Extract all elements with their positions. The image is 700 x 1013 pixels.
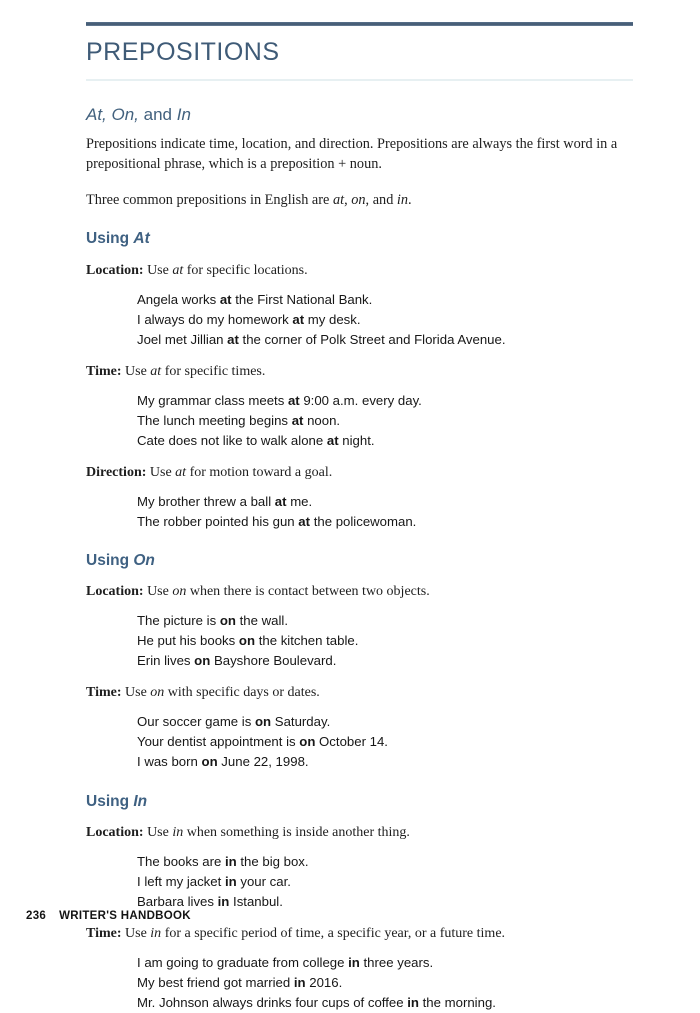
- rule-preposition: at: [150, 363, 162, 379]
- example-sentence: [137, 712, 634, 732]
- example-preposition: at: [292, 311, 305, 327]
- subtitle-part-in: In: [176, 104, 191, 124]
- examples-list: [86, 712, 634, 772]
- example-sentence: [137, 431, 634, 451]
- example-after: the First National Bank.: [231, 291, 373, 307]
- rule-text-after: for specific times.: [161, 363, 266, 379]
- rule-text-before: Use: [121, 363, 151, 379]
- rule-preposition: in: [150, 926, 162, 942]
- heading-word: At: [133, 230, 150, 248]
- example-after: my desk.: [304, 311, 361, 327]
- heading-prefix: Using: [86, 551, 134, 569]
- heading-prefix: Using: [86, 230, 134, 248]
- rule-text-before: Use: [143, 584, 173, 600]
- intro-p2-end: .: [408, 191, 412, 208]
- example-after: the corner of Polk Street and Florida Avenue.: [238, 331, 506, 347]
- example-before: I am going to graduate from college: [137, 955, 349, 971]
- example-before: The picture is: [137, 613, 220, 629]
- rule-text-before: Use: [121, 685, 151, 701]
- rule-label: Location:: [86, 584, 144, 600]
- examples-list: [86, 611, 634, 671]
- page-content: [86, 0, 634, 1013]
- examples-list: [86, 953, 634, 1013]
- intro-p2-sep2: , and: [365, 191, 397, 208]
- example-sentence: [137, 290, 634, 310]
- footer-page-number: 236: [26, 910, 47, 922]
- example-after: Saturday.: [271, 714, 331, 730]
- footer-book-title: WRITER'S HANDBOOK: [59, 910, 191, 922]
- examples-list: [86, 492, 634, 532]
- example-before: Mr. Johnson always drinks four cups of coffee: [137, 995, 408, 1011]
- example-preposition: at: [219, 291, 232, 307]
- example-after: the big box.: [236, 854, 309, 870]
- example-sentence: [137, 611, 634, 631]
- example-preposition: on: [238, 633, 256, 649]
- example-preposition: in: [224, 874, 237, 890]
- example-after: June 22, 1998.: [217, 754, 309, 770]
- example-sentence: [137, 651, 634, 671]
- example-after: 2016.: [305, 975, 343, 991]
- rule-text-before: Use: [143, 825, 173, 841]
- example-sentence: [137, 973, 634, 993]
- rule-preposition: at: [172, 262, 184, 278]
- rule-line-time: [86, 925, 634, 944]
- example-preposition: at: [274, 493, 287, 509]
- rule-text-before: Use: [146, 464, 176, 480]
- rule-text-after: with specific days or dates.: [164, 685, 320, 701]
- example-before: The lunch meeting begins: [137, 412, 292, 428]
- example-before: My best friend got married: [137, 975, 294, 991]
- heading-word: On: [133, 551, 155, 569]
- example-after: your car.: [236, 874, 291, 890]
- example-before: Barbara lives: [137, 894, 218, 910]
- rule-line-time: [86, 363, 634, 382]
- intro-p2-prefix: Three common prepositions in English are: [86, 191, 333, 208]
- example-after: the morning.: [418, 995, 496, 1011]
- subtitle-part-and: and: [138, 104, 177, 124]
- rule-text-after: for motion toward a goal.: [186, 464, 333, 480]
- example-sentence: [137, 411, 634, 431]
- section-heading-using-in: [86, 793, 634, 812]
- example-preposition: in: [348, 955, 360, 971]
- rule-text-after: for a specific period of time, a specific year, or a future time.: [161, 926, 506, 942]
- rule-line-time: [86, 684, 634, 703]
- intro-paragraph-2: [86, 190, 634, 210]
- example-preposition: at: [291, 412, 304, 428]
- example-after: Bayshore Boulevard.: [210, 653, 337, 669]
- example-before: He put his books: [137, 633, 239, 649]
- rule-label: Time:: [86, 685, 122, 701]
- rule-text-before: Use: [143, 262, 173, 278]
- rule-text-after: for specific locations.: [183, 262, 308, 278]
- rule-label: Time:: [86, 363, 122, 379]
- example-sentence: [137, 330, 634, 350]
- example-before: The robber pointed his gun: [137, 513, 299, 529]
- subtitle-part-at-on: At, On,: [86, 104, 139, 124]
- example-after: October 14.: [315, 734, 388, 750]
- example-sentence: [137, 752, 634, 772]
- examples-list: [86, 290, 634, 350]
- rule-label: Location:: [86, 262, 144, 278]
- example-sentence: [137, 872, 634, 892]
- example-preposition: on: [219, 613, 236, 629]
- example-sentence: [137, 852, 634, 872]
- example-before: Cate does not like to walk alone: [137, 432, 327, 448]
- example-after: three years.: [359, 955, 434, 971]
- section-heading-using-at: [86, 230, 634, 249]
- rule-label: Time:: [86, 926, 122, 942]
- intro-p2-in: in: [396, 191, 409, 208]
- rule-text-before: Use: [121, 926, 151, 942]
- rule-preposition: at: [175, 464, 187, 480]
- page-title: PREPOSITIONS: [86, 38, 280, 66]
- example-after: me.: [286, 493, 313, 509]
- example-before: Joel met Jillian: [137, 331, 228, 347]
- rule-text-after: when something is inside another thing.: [183, 825, 410, 841]
- example-preposition: on: [255, 714, 272, 730]
- intro-p2-on: on: [351, 191, 366, 208]
- section-heading-using-on: [86, 552, 634, 571]
- rule-preposition: on: [172, 584, 187, 600]
- example-preposition: in: [293, 975, 306, 991]
- example-preposition: on: [194, 653, 211, 669]
- example-preposition: at: [287, 392, 300, 408]
- example-sentence: [137, 892, 634, 912]
- example-sentence: [137, 993, 634, 1013]
- section-subtitle: [86, 105, 634, 125]
- example-after: the policewoman.: [310, 513, 417, 529]
- rule-line-direction: [86, 464, 634, 483]
- example-before: The books are: [137, 854, 225, 870]
- rule-line-location: [86, 262, 634, 281]
- example-after: noon.: [303, 412, 341, 428]
- rule-label: Location:: [86, 825, 144, 841]
- example-sentence: [137, 631, 634, 651]
- example-after: 9:00 a.m. every day.: [299, 392, 422, 408]
- example-preposition: at: [227, 331, 239, 347]
- rule-preposition: on: [150, 685, 165, 701]
- examples-list: [86, 391, 634, 451]
- example-preposition: in: [217, 894, 230, 910]
- examples-list: [86, 852, 634, 912]
- example-before: Your dentist appointment is: [137, 734, 300, 750]
- page-footer: [26, 910, 191, 922]
- intro-p2-sep1: ,: [344, 191, 352, 208]
- example-after: Istanbul.: [229, 894, 283, 910]
- example-sentence: [137, 391, 634, 411]
- example-preposition: on: [299, 734, 316, 750]
- example-before: I always do my homework: [137, 311, 293, 327]
- example-sentence: [137, 492, 634, 512]
- example-sentence: [137, 512, 634, 532]
- example-before: I left my jacket: [137, 874, 225, 890]
- example-preposition: on: [201, 754, 218, 770]
- header-bottom-rule: [86, 79, 633, 81]
- example-after: the wall.: [235, 613, 288, 629]
- example-before: Our soccer game is: [137, 714, 255, 730]
- example-sentence: [137, 732, 634, 752]
- rule-label: Direction:: [86, 464, 147, 480]
- example-preposition: at: [298, 513, 311, 529]
- rule-line-location: [86, 583, 634, 602]
- intro-p2-at: at: [332, 191, 345, 208]
- example-after: night.: [338, 432, 375, 448]
- header-top-rule: [86, 22, 633, 26]
- example-before: Angela works: [137, 291, 220, 307]
- example-sentence: [137, 953, 634, 973]
- heading-word: In: [133, 792, 148, 810]
- example-preposition: at: [326, 432, 339, 448]
- example-preposition: in: [407, 995, 419, 1011]
- example-after: the kitchen table.: [255, 633, 359, 649]
- example-sentence: [137, 310, 634, 330]
- rule-preposition: in: [172, 825, 184, 841]
- heading-prefix: Using: [86, 792, 134, 810]
- rule-text-after: when there is contact between two objects.: [186, 584, 430, 600]
- example-before: Erin lives: [137, 653, 195, 669]
- example-before: My grammar class meets: [137, 392, 288, 408]
- intro-paragraph-1: Prepositions indicate time, location, and direction. Prepositions are always the first word in a prepositional phrase, which is a preposition + noun.: [86, 136, 618, 173]
- example-before: I was born: [137, 754, 202, 770]
- example-before: My brother threw a ball: [137, 493, 275, 509]
- example-preposition: in: [224, 854, 237, 870]
- rule-line-location: [86, 824, 634, 843]
